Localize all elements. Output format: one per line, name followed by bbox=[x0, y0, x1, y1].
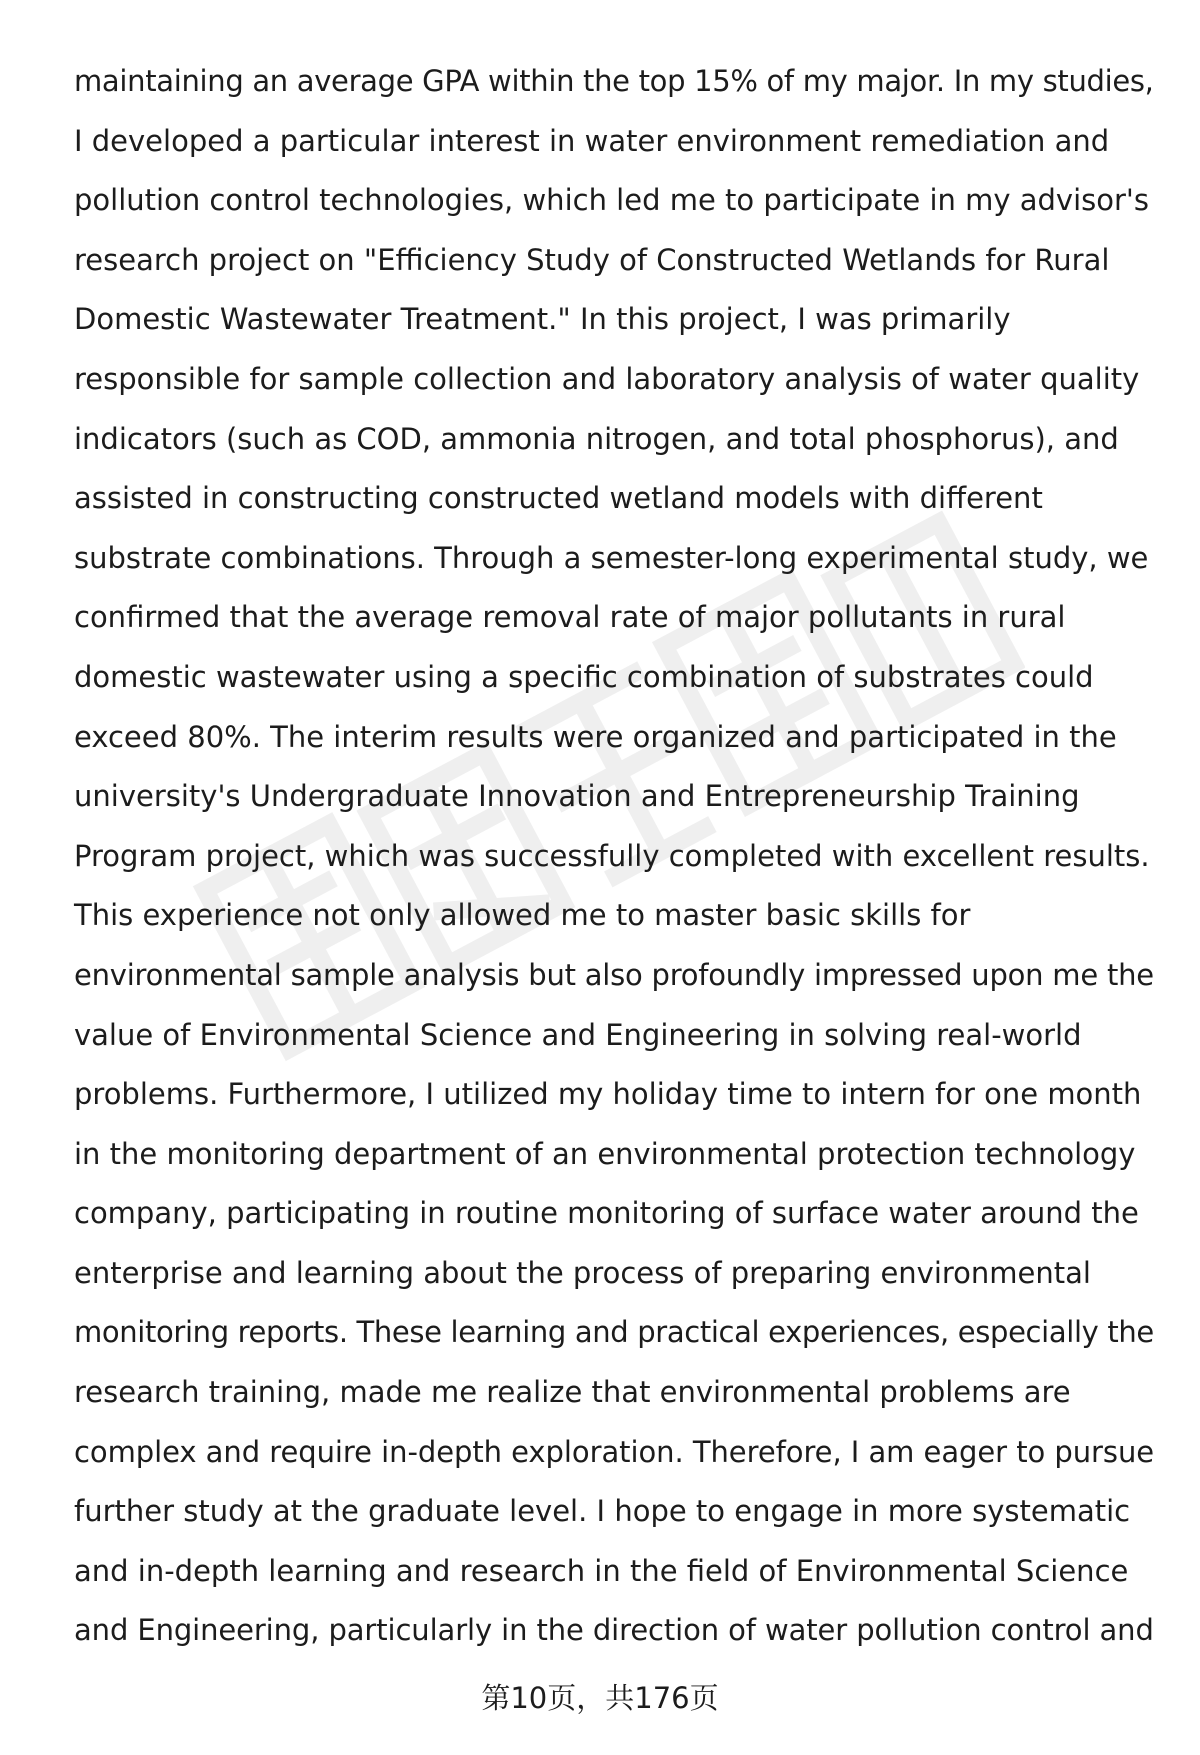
text-line: Domestic Wastewater Treatment." In this project, I was primarily bbox=[74, 302, 1011, 337]
text-line: problems. Furthermore, I utilized my holiday time to intern for one month bbox=[74, 1077, 1142, 1112]
text-line: value of Environmental Science and Engineering in solving real-world bbox=[74, 1017, 1082, 1052]
text-line: I developed a particular interest in water environment remediation and bbox=[74, 123, 1110, 158]
text-line: monitoring reports. These learning and practical experiences, especially the bbox=[74, 1315, 1154, 1350]
text-line: in the monitoring department of an environmental protection technology bbox=[74, 1136, 1136, 1171]
text-line: enterprise and learning about the process of preparing environmental bbox=[74, 1255, 1091, 1290]
text-line: This experience not only allowed me to master basic skills for bbox=[74, 898, 971, 933]
text-line: complex and require in-depth exploration. Therefore, I am eager to pursue bbox=[74, 1434, 1155, 1469]
text-line: substrate combinations. Through a semester-long experimental study, we bbox=[74, 540, 1149, 575]
text-line: maintaining an average GPA within the top 15% of my major. In my studies, bbox=[74, 64, 1154, 98]
page-number-footer: 第10页，共176页 bbox=[481, 1681, 719, 1715]
text-line: research project on "Efficiency Study of Constructed Wetlands for Rural bbox=[74, 242, 1110, 277]
text-line: company, participating in routine monitoring of surface water around the bbox=[74, 1196, 1139, 1231]
text-line: pollution control technologies, which led me to participate in my advisor's bbox=[74, 183, 1150, 218]
text-line: Program project, which was successfully completed with excellent results. bbox=[74, 838, 1150, 873]
body-text bbox=[74, 52, 1154, 1661]
text-line: and in-depth learning and research in the field of Environmental Science bbox=[74, 1553, 1129, 1588]
text-line: confirmed that the average removal rate of major pollutants in rural bbox=[74, 600, 1066, 635]
text-line: further study at the graduate level. I hope to engage in more systematic bbox=[74, 1494, 1131, 1529]
text-line: environmental sample analysis but also profoundly impressed upon me the bbox=[74, 957, 1154, 992]
text-line: indicators (such as COD, ammonia nitrogen, and total phosphorus), and bbox=[74, 421, 1119, 456]
text-line: assisted in constructing constructed wetland models with different bbox=[74, 481, 1043, 516]
text-line: responsible for sample collection and laboratory analysis of water quality bbox=[74, 361, 1140, 396]
text-line: research training, made me realize that environmental problems are bbox=[74, 1375, 1071, 1410]
text-line: university's Undergraduate Innovation and Entrepreneurship Training bbox=[74, 779, 1080, 814]
text-line: domestic wastewater using a specific combination of substrates could bbox=[74, 659, 1094, 694]
text-line: exceed 80%. The interim results were organized and participated in the bbox=[74, 719, 1117, 754]
text-line: and Engineering, particularly in the direction of water pollution control and bbox=[74, 1613, 1154, 1648]
